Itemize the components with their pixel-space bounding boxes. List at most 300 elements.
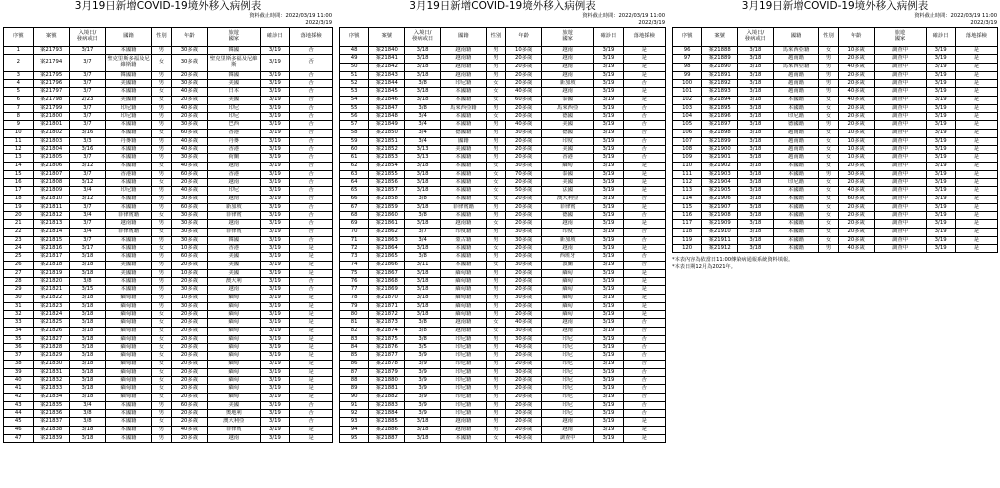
table-cell: 3/8 bbox=[405, 327, 441, 335]
case-table bbox=[3, 27, 333, 443]
table-cell: 案21849 bbox=[369, 121, 405, 129]
table-cell: 緬甸籍 bbox=[105, 319, 151, 327]
table-cell: 案21852 bbox=[369, 146, 405, 154]
table-cell: 3/3 bbox=[69, 137, 105, 145]
table-cell: 40多歲 bbox=[838, 187, 874, 195]
table-cell: 是 bbox=[955, 154, 997, 162]
table-row bbox=[4, 80, 333, 88]
table-cell: 3/18 bbox=[738, 236, 774, 244]
table-cell: 是 bbox=[955, 129, 997, 137]
table-cell: 17 bbox=[4, 187, 34, 195]
column-header: 國籍 bbox=[773, 28, 819, 47]
table-cell: 3/18 bbox=[69, 377, 105, 385]
table-cell: 3/18 bbox=[405, 47, 441, 55]
report-date: 2022/3/19 bbox=[305, 20, 332, 26]
table-cell: 緬甸籍 bbox=[441, 294, 487, 302]
table-row bbox=[340, 113, 666, 121]
table-cell: 緬甸籍 bbox=[105, 311, 151, 319]
table-cell: 緬甸 bbox=[207, 302, 260, 310]
table-cell: 男 bbox=[486, 47, 506, 55]
table-cell: 否 bbox=[290, 80, 333, 88]
table-cell: 是 bbox=[290, 319, 333, 327]
table-cell: 3/18 bbox=[738, 88, 774, 96]
table-cell: 美國 bbox=[207, 96, 260, 104]
table-cell: 否 bbox=[290, 203, 333, 211]
table-cell: 巴西 bbox=[207, 121, 260, 129]
table-cell: 3/19 bbox=[260, 195, 290, 203]
table-cell: 20多歲 bbox=[506, 401, 542, 409]
page-title: 3月19日新增COVID-19境外移入病例表 bbox=[74, 0, 262, 12]
table-cell: 男 bbox=[152, 261, 172, 269]
table-cell: 印尼籍 bbox=[105, 187, 151, 195]
table-cell: 調查中 bbox=[874, 245, 926, 253]
table-cell: 3/17 bbox=[69, 47, 105, 55]
table-cell: 88 bbox=[340, 377, 369, 385]
column-header: 年齡 bbox=[506, 28, 542, 47]
table-cell: 印尼 bbox=[542, 368, 594, 376]
table-cell: 3/15 bbox=[69, 286, 105, 294]
table-cell: 3/17 bbox=[69, 245, 105, 253]
table-cell: 緬甸 bbox=[207, 335, 260, 343]
table-cell: 案21820 bbox=[33, 278, 69, 286]
table-cell: 是 bbox=[290, 245, 333, 253]
table-row bbox=[340, 401, 666, 409]
table-cell: 調查中 bbox=[874, 113, 926, 121]
table-cell: 印尼 bbox=[542, 377, 594, 385]
table-cell: 3/8 bbox=[69, 410, 105, 418]
table-cell: 否 bbox=[290, 418, 333, 426]
table-cell: 20多歲 bbox=[838, 121, 874, 129]
table-cell: 越南 bbox=[542, 327, 594, 335]
table-cell: 男 bbox=[486, 63, 506, 71]
table-cell: 40多歲 bbox=[838, 88, 874, 96]
table-cell: 3/19 bbox=[260, 286, 290, 294]
table-cell: 是 bbox=[623, 269, 665, 277]
table-cell: 女 bbox=[152, 335, 172, 343]
table-cell: 3/18 bbox=[69, 393, 105, 401]
table-cell: 3/19 bbox=[260, 335, 290, 343]
table-cell: 否 bbox=[290, 228, 333, 236]
table-cell: 59 bbox=[340, 137, 369, 145]
table-cell: 女 bbox=[486, 261, 506, 269]
table-row bbox=[4, 228, 333, 236]
table-cell: 印尼籍 bbox=[441, 335, 487, 343]
table-cell: 20多歲 bbox=[838, 203, 874, 211]
table-cell: 3/19 bbox=[594, 71, 623, 79]
table-row bbox=[340, 212, 666, 220]
table-cell: 3/18 bbox=[69, 368, 105, 376]
table-row bbox=[4, 113, 333, 121]
table-cell: 3/18 bbox=[69, 269, 105, 277]
table-cell: 案21799 bbox=[33, 104, 69, 112]
table-cell: 緬甸籍 bbox=[105, 393, 151, 401]
table-cell: 案21839 bbox=[33, 434, 69, 442]
table-cell: 印尼籍 bbox=[773, 113, 819, 121]
table-cell: 10多歲 bbox=[838, 146, 874, 154]
table-cell: 越南籍 bbox=[441, 55, 487, 63]
table-cell: 60 bbox=[340, 146, 369, 154]
table-row bbox=[340, 228, 666, 236]
table-cell: 男 bbox=[152, 80, 172, 88]
table-cell: 65 bbox=[340, 187, 369, 195]
table-cell: 案21828 bbox=[33, 344, 69, 352]
table-cell: 案21887 bbox=[369, 434, 405, 442]
table-cell: 69 bbox=[340, 220, 369, 228]
table-cell: 30多歲 bbox=[506, 368, 542, 376]
table-cell: 調查中 bbox=[874, 121, 926, 129]
table-cell: 3/19 bbox=[594, 104, 623, 112]
table-cell: 35 bbox=[4, 335, 34, 343]
table-cell: 案21824 bbox=[33, 311, 69, 319]
table-cell: 案21867 bbox=[369, 269, 405, 277]
table-cell: 案21866 bbox=[369, 261, 405, 269]
table-cell: 30多歲 bbox=[838, 170, 874, 178]
table-cell: 3/19 bbox=[260, 113, 290, 121]
table-cell: 99 bbox=[673, 71, 702, 79]
table-cell: 案21888 bbox=[702, 47, 738, 55]
table-row bbox=[4, 360, 333, 368]
table-cell: 3/19 bbox=[594, 245, 623, 253]
table-cell: 緬甸 bbox=[207, 368, 260, 376]
table-row bbox=[340, 137, 666, 145]
table-cell: 是 bbox=[623, 311, 665, 319]
table-cell: 62 bbox=[340, 162, 369, 170]
table-cell: 否 bbox=[290, 220, 333, 228]
table-cell: 女 bbox=[486, 245, 506, 253]
table-cell: 20多歲 bbox=[171, 393, 207, 401]
table-cell: 女 bbox=[819, 203, 839, 211]
table-cell: 男 bbox=[486, 311, 506, 319]
table-cell: 3/19 bbox=[594, 170, 623, 178]
table-cell: 3/19 bbox=[260, 294, 290, 302]
table-cell: 德國籍 bbox=[441, 129, 487, 137]
table-cell: 男 bbox=[486, 393, 506, 401]
table-cell: 越南籍 bbox=[773, 88, 819, 96]
table-cell: 20多歲 bbox=[171, 319, 207, 327]
table-cell: 本國籍 bbox=[105, 154, 151, 162]
table-cell: 緬甸籍 bbox=[105, 294, 151, 302]
table-cell: 案21895 bbox=[702, 104, 738, 112]
table-cell: 是 bbox=[623, 162, 665, 170]
table-cell: 泰國 bbox=[542, 96, 594, 104]
table-cell: 3/18 bbox=[738, 179, 774, 187]
table-cell: 3/18 bbox=[405, 170, 441, 178]
table-cell: 荷蘭 bbox=[207, 154, 260, 162]
table-cell: 調查中 bbox=[874, 236, 926, 244]
table-cell: 調查中 bbox=[874, 220, 926, 228]
table-cell: 3/19 bbox=[926, 212, 955, 220]
table-cell: 女 bbox=[152, 368, 172, 376]
table-cell: 否 bbox=[290, 47, 333, 55]
table-cell: 美國籍 bbox=[105, 80, 151, 88]
table-cell: 案21875 bbox=[369, 335, 405, 343]
table-cell: 越南籍 bbox=[441, 327, 487, 335]
table-cell: 30多歲 bbox=[171, 154, 207, 162]
table-cell: 香港 bbox=[207, 146, 260, 154]
table-cell: 印度 bbox=[542, 137, 594, 145]
table-cell: 30多歲 bbox=[171, 228, 207, 236]
table-cell: 是 bbox=[623, 203, 665, 211]
table-row bbox=[340, 344, 666, 352]
table-cell: 3/18 bbox=[405, 220, 441, 228]
table-cell: 3/19 bbox=[260, 393, 290, 401]
table-cell: 男 bbox=[486, 212, 506, 220]
as-of-time: 資料截止時間：2022/03/19 11:00 bbox=[914, 13, 997, 19]
table-cell: 本國籍 bbox=[105, 179, 151, 187]
table-cell: 案21862 bbox=[369, 228, 405, 236]
table-cell: 40多歲 bbox=[506, 121, 542, 129]
table-row bbox=[340, 104, 666, 112]
table-cell: 案21796 bbox=[33, 80, 69, 88]
table-cell: 87 bbox=[340, 368, 369, 376]
table-cell: 40多歲 bbox=[171, 104, 207, 112]
table-cell: 3/5 bbox=[405, 344, 441, 352]
table-cell: 男 bbox=[152, 104, 172, 112]
table-cell: 3/19 bbox=[260, 137, 290, 145]
table-cell: 3/18 bbox=[405, 245, 441, 253]
table-cell: 3/19 bbox=[260, 434, 290, 442]
table-cell: 否 bbox=[290, 179, 333, 187]
table-cell: 45 bbox=[4, 418, 34, 426]
table-cell: 20多歲 bbox=[171, 327, 207, 335]
table-cell: 越南 bbox=[207, 286, 260, 294]
table-cell: 42 bbox=[4, 393, 34, 401]
table-cell: 德國 bbox=[542, 129, 594, 137]
table-cell: 3/19 bbox=[260, 104, 290, 112]
table-cell: 緬甸籍 bbox=[441, 286, 487, 294]
table-cell: 案21855 bbox=[369, 170, 405, 178]
table-row bbox=[4, 203, 333, 211]
table-cell: 案21803 bbox=[33, 137, 69, 145]
table-cell: 越南 bbox=[542, 220, 594, 228]
table-cell: 緬甸 bbox=[207, 377, 260, 385]
table-cell: 是 bbox=[955, 137, 997, 145]
table-cell: 60多歲 bbox=[171, 401, 207, 409]
table-cell: 20多歲 bbox=[506, 113, 542, 121]
table-cell: 緬甸 bbox=[542, 302, 594, 310]
column-header: 旅遊 國家 bbox=[207, 28, 260, 47]
table-cell: 印尼 bbox=[542, 344, 594, 352]
table-cell: 印尼籍 bbox=[441, 352, 487, 360]
table-cell: 印尼籍 bbox=[441, 393, 487, 401]
footnotes bbox=[672, 257, 998, 271]
table-cell: 3/19 bbox=[594, 137, 623, 145]
table-cell: 3/18 bbox=[69, 327, 105, 335]
table-cell: 本國籍 bbox=[773, 187, 819, 195]
table-cell: 3/19 bbox=[260, 212, 290, 220]
table-cell: 3/19 bbox=[594, 269, 623, 277]
table-cell: 12 bbox=[4, 146, 34, 154]
table-cell: 40多歲 bbox=[171, 137, 207, 145]
table-cell: 30多歲 bbox=[171, 236, 207, 244]
table-row bbox=[340, 154, 666, 162]
table-cell: 115 bbox=[673, 203, 702, 211]
table-cell: 男 bbox=[152, 401, 172, 409]
table-cell: 案21897 bbox=[702, 121, 738, 129]
table-cell: 法國 bbox=[542, 187, 594, 195]
table-cell: 本國籍 bbox=[441, 245, 487, 253]
table-cell: 3/18 bbox=[405, 302, 441, 310]
table-cell: 3/19 bbox=[594, 401, 623, 409]
table-cell: 本國籍 bbox=[105, 195, 151, 203]
table-cell: 95 bbox=[340, 434, 369, 442]
table-cell: 3/18 bbox=[405, 71, 441, 79]
table-cell: 調查中 bbox=[874, 146, 926, 154]
table-cell: 否 bbox=[623, 104, 665, 112]
table-cell: 女 bbox=[152, 418, 172, 426]
table-cell: 101 bbox=[673, 88, 702, 96]
table-cell: 是 bbox=[955, 203, 997, 211]
table-cell: 3/8 bbox=[405, 195, 441, 203]
table-cell: 案21837 bbox=[33, 418, 69, 426]
table-cell: 3/18 bbox=[738, 146, 774, 154]
table-cell: 3/19 bbox=[260, 278, 290, 286]
table-row bbox=[4, 261, 333, 269]
table-cell: 案21860 bbox=[369, 212, 405, 220]
table-cell: 印尼 bbox=[542, 410, 594, 418]
table-cell: 否 bbox=[290, 104, 333, 112]
table-cell: 案21832 bbox=[33, 377, 69, 385]
table-cell: 案21794 bbox=[33, 55, 69, 72]
table-cell: 41 bbox=[4, 385, 34, 393]
table-cell: 否 bbox=[623, 113, 665, 121]
column-header: 旅遊 國家 bbox=[542, 28, 594, 47]
table-cell: 3/19 bbox=[594, 146, 623, 154]
table-cell: 本國籍 bbox=[105, 121, 151, 129]
table-row bbox=[4, 434, 333, 442]
table-row bbox=[4, 368, 333, 376]
table-cell: 3/7 bbox=[69, 220, 105, 228]
table-cell: 緬甸籍 bbox=[105, 377, 151, 385]
table-cell: 1 bbox=[4, 47, 34, 55]
table-cell: 是 bbox=[623, 426, 665, 434]
table-cell: 是 bbox=[290, 261, 333, 269]
table-cell: 是 bbox=[955, 245, 997, 253]
table-cell: 案21838 bbox=[33, 426, 69, 434]
column-header: 案號 bbox=[33, 28, 69, 47]
table-panel-1 bbox=[3, 0, 333, 488]
table-cell: 20多歲 bbox=[838, 228, 874, 236]
table-cell: 3/18 bbox=[405, 269, 441, 277]
table-cell: 美國 bbox=[207, 253, 260, 261]
table-cell: 男 bbox=[152, 47, 172, 55]
table-cell: 3/19 bbox=[926, 63, 955, 71]
table-cell: 女 bbox=[152, 179, 172, 187]
report-date: 2022/3/19 bbox=[638, 20, 665, 26]
table-cell: 奧地利 bbox=[207, 410, 260, 418]
table-cell: 3/19 bbox=[594, 212, 623, 220]
table-cell: 是 bbox=[623, 245, 665, 253]
table-cell: 3/19 bbox=[926, 220, 955, 228]
table-cell: 63 bbox=[340, 170, 369, 178]
table-cell: 20多歲 bbox=[171, 385, 207, 393]
table-cell: 3/8 bbox=[405, 104, 441, 112]
table-cell: 3/18 bbox=[69, 261, 105, 269]
table-cell: 是 bbox=[955, 80, 997, 88]
table-cell: 109 bbox=[673, 154, 702, 162]
table-cell: 26 bbox=[4, 261, 34, 269]
table-row bbox=[673, 236, 998, 244]
table-panel-2 bbox=[339, 0, 666, 488]
table-cell: 3/19 bbox=[260, 385, 290, 393]
table-cell: 100 bbox=[673, 80, 702, 88]
table-cell: 美國籍 bbox=[105, 96, 151, 104]
table-cell: 是 bbox=[290, 368, 333, 376]
table-cell: 是 bbox=[290, 311, 333, 319]
table-cell: 調查中 bbox=[874, 137, 926, 145]
table-cell: 本國籍 bbox=[773, 212, 819, 220]
table-cell: 越南籍 bbox=[105, 220, 151, 228]
table-cell: 30多歲 bbox=[506, 129, 542, 137]
table-row bbox=[4, 269, 333, 277]
table-cell: 是 bbox=[955, 187, 997, 195]
table-cell: 緬甸 bbox=[542, 286, 594, 294]
table-cell: 3/18 bbox=[738, 47, 774, 55]
table-cell: 男 bbox=[152, 434, 172, 442]
table-cell: 3/19 bbox=[594, 319, 623, 327]
table-cell: 案21834 bbox=[33, 393, 69, 401]
table-cell: 是 bbox=[955, 228, 997, 236]
table-cell: 30多歲 bbox=[171, 47, 207, 55]
table-cell: 案21861 bbox=[369, 220, 405, 228]
table-cell: 否 bbox=[623, 154, 665, 162]
table-row bbox=[4, 179, 333, 187]
column-header: 性別 bbox=[819, 28, 839, 47]
table-cell: 3/18 bbox=[69, 426, 105, 434]
table-cell: 71 bbox=[340, 236, 369, 244]
table-cell: 20多歲 bbox=[838, 236, 874, 244]
table-row bbox=[4, 55, 333, 72]
table-cell: 男 bbox=[152, 269, 172, 277]
table-cell: 10多歲 bbox=[838, 47, 874, 55]
table-cell: 否 bbox=[623, 228, 665, 236]
table-cell: 本國籍 bbox=[441, 434, 487, 442]
table-cell: 越南籍 bbox=[441, 220, 487, 228]
table-cell: 28 bbox=[4, 278, 34, 286]
table-cell: 本國籍 bbox=[773, 170, 819, 178]
column-header: 性別 bbox=[486, 28, 506, 47]
table-cell: 是 bbox=[290, 426, 333, 434]
table-cell: 菲律賓 bbox=[207, 212, 260, 220]
table-cell: 10 bbox=[4, 129, 34, 137]
table-cell: 本國籍 bbox=[105, 88, 151, 96]
table-cell: 印尼 bbox=[542, 393, 594, 401]
table-cell: 3/18 bbox=[738, 80, 774, 88]
table-cell: 否 bbox=[290, 401, 333, 409]
table-cell: 緬甸籍 bbox=[105, 327, 151, 335]
column-header: 落地採檢 bbox=[290, 28, 333, 47]
table-cell: 印尼 bbox=[542, 401, 594, 409]
table-cell: 3/19 bbox=[926, 236, 955, 244]
table-row bbox=[4, 352, 333, 360]
table-cell: 3/16 bbox=[69, 129, 105, 137]
table-cell: 調查中 bbox=[874, 55, 926, 63]
table-row bbox=[4, 170, 333, 178]
table-cell: 緬甸 bbox=[542, 269, 594, 277]
table-cell: 案21795 bbox=[33, 71, 69, 79]
table-row bbox=[4, 220, 333, 228]
table-row bbox=[4, 236, 333, 244]
table-cell: 3/9 bbox=[405, 393, 441, 401]
table-cell: 越南 bbox=[542, 319, 594, 327]
table-cell: 3/18 bbox=[69, 319, 105, 327]
table-row bbox=[4, 418, 333, 426]
table-row bbox=[673, 212, 998, 220]
table-cell: 2 bbox=[4, 55, 34, 72]
table-row bbox=[340, 80, 666, 88]
table-cell: 國籍 bbox=[441, 137, 487, 145]
table-cell: 否 bbox=[290, 88, 333, 96]
